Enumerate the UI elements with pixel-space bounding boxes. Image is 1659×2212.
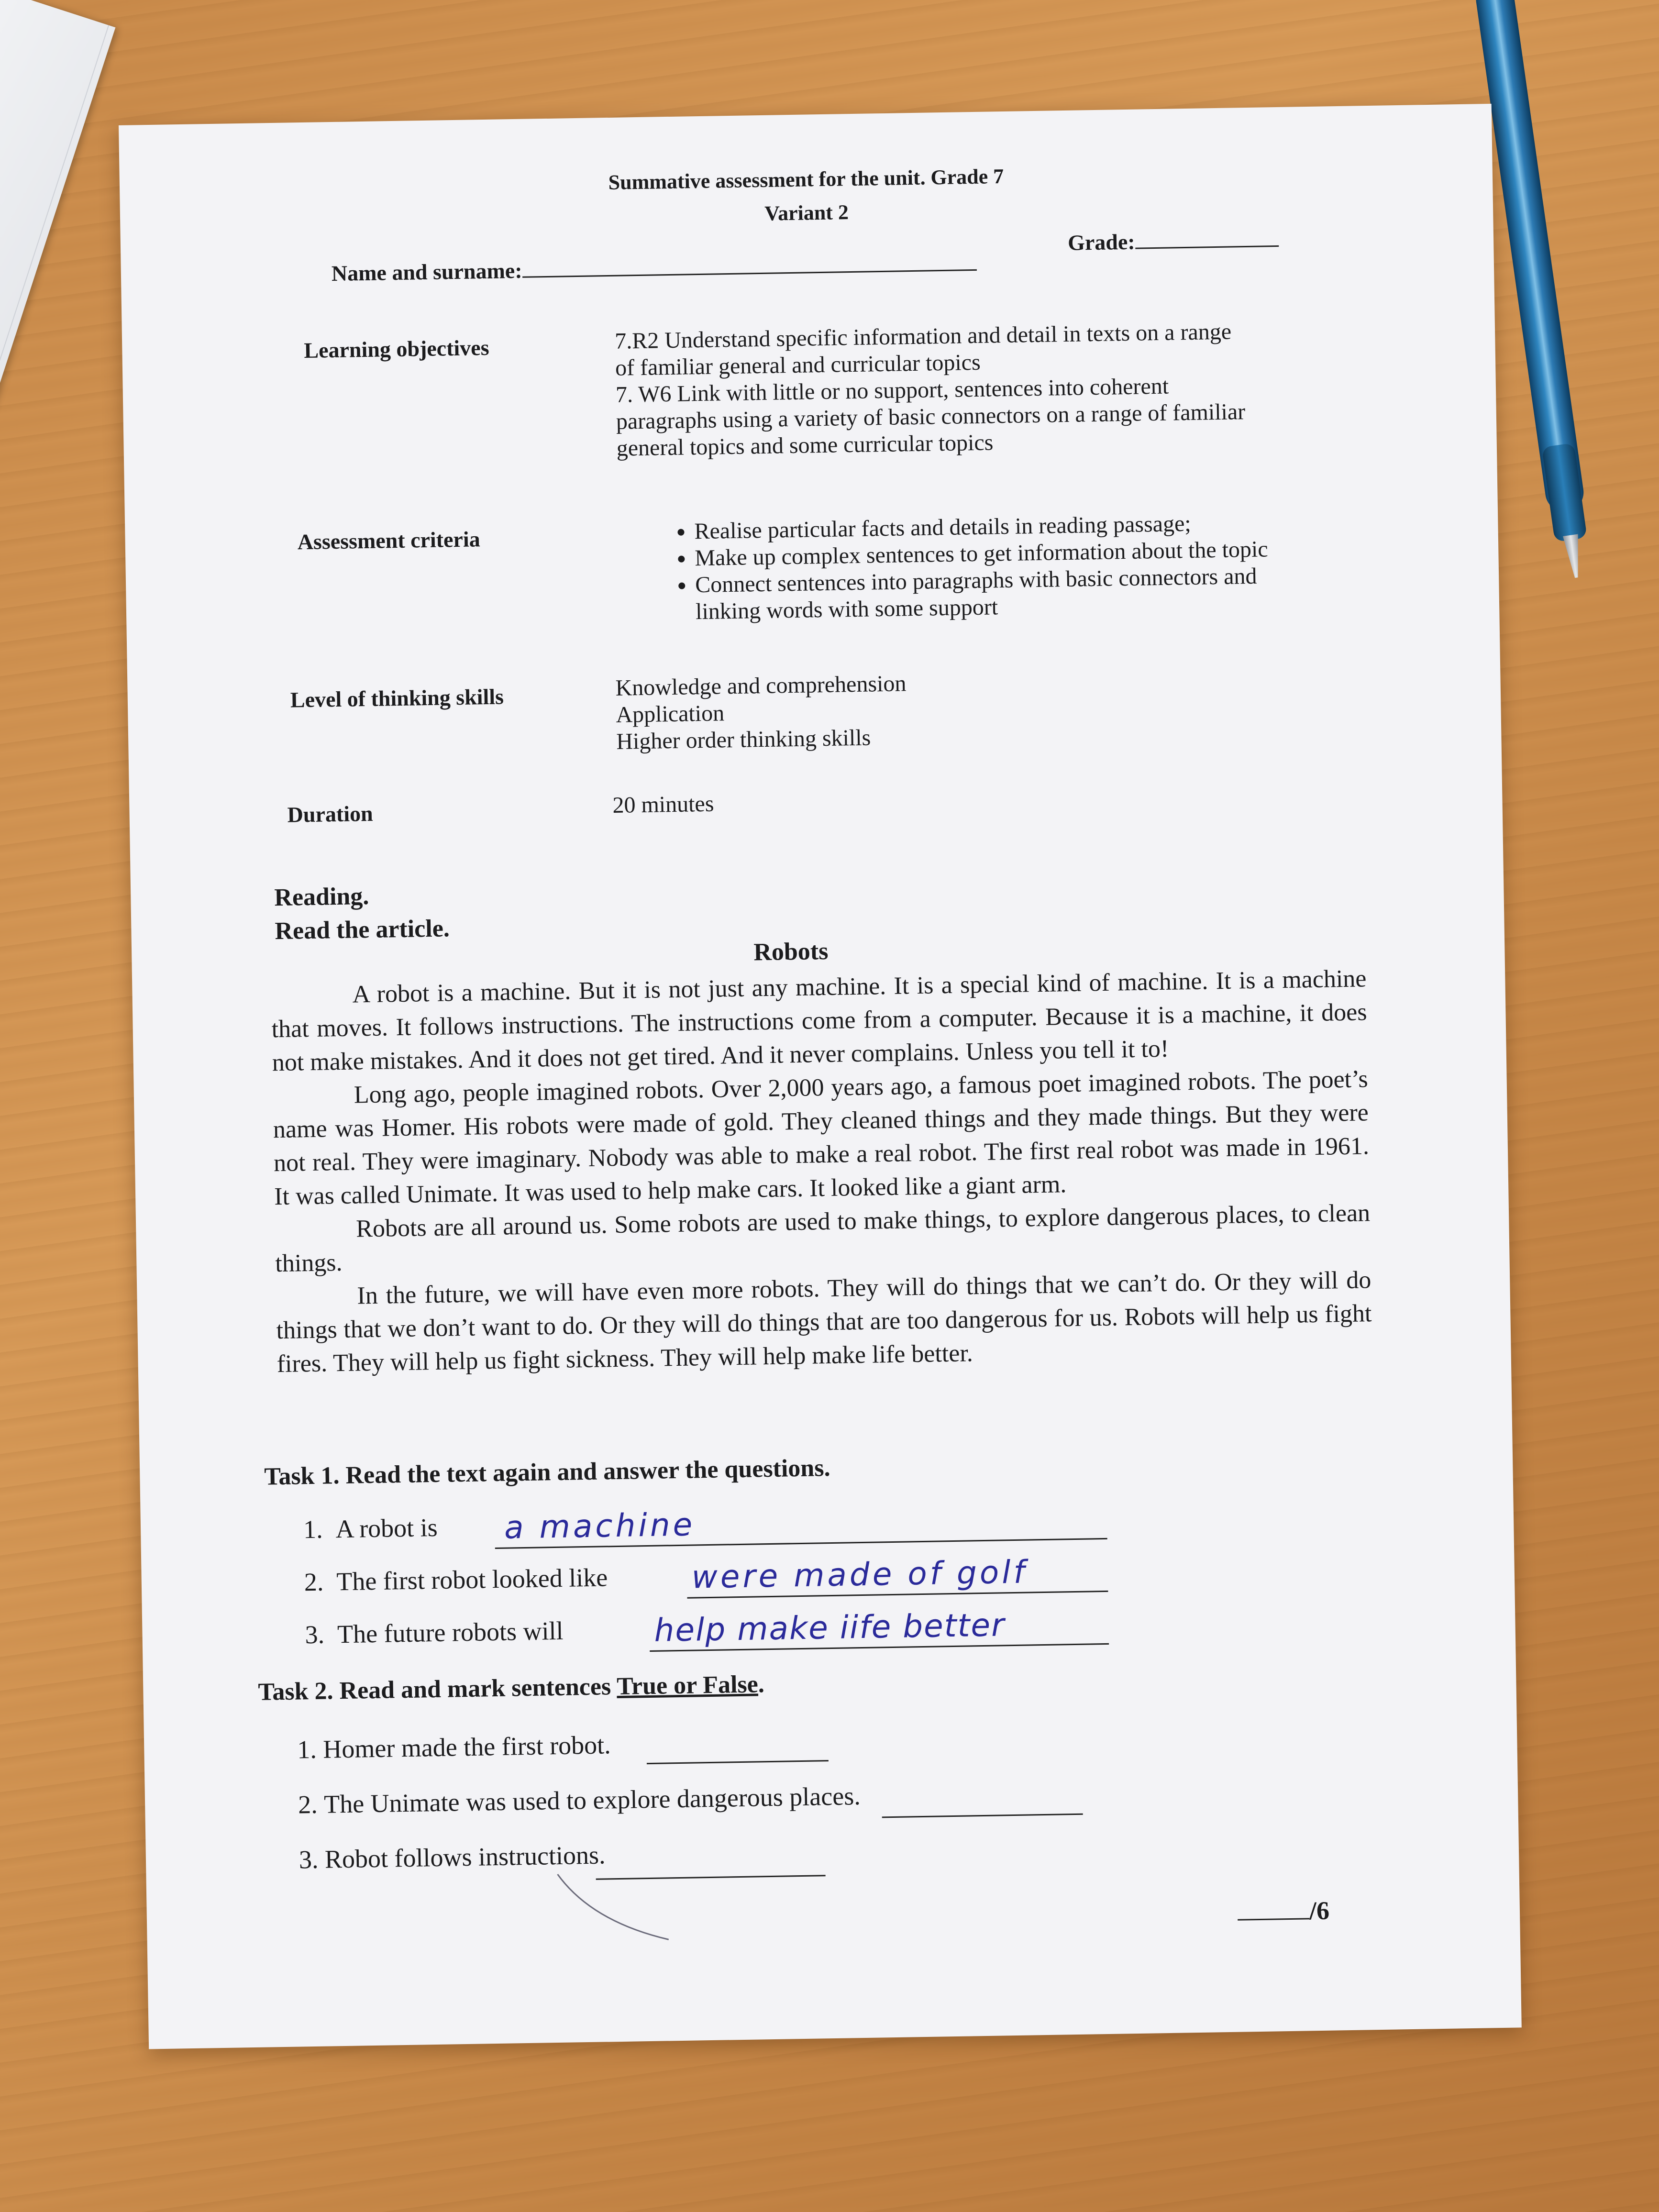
grade-label-text: Grade:	[1067, 229, 1135, 255]
article-paragraph: In the future, we will have even more robots. They will do things that we can’t do. Or they will do things that we don’t want to do. Or they will do things that are too dangerous for us. Robots will help us fight fires. They will help us fight sickness. They will help make life better.	[276, 1266, 1372, 1378]
paper-stack	[0, 0, 115, 546]
criterion-item: • Realise particular facts and details in reading passage;	[694, 509, 1321, 545]
assessment-criteria-label: Assessment criteria	[297, 527, 481, 554]
duration-value: 20 minutes	[612, 791, 714, 818]
statement-text: The Unimate was used to explore dangerous places.	[323, 1781, 861, 1819]
handwritten-answer-2: were made of golf	[691, 1553, 1028, 1596]
handwritten-answer-3: help make iife better	[653, 1606, 1006, 1649]
article-paragraph: Robots are all around us. Some robots are used to make things, to explore dangerous places, to clean things.	[275, 1199, 1371, 1278]
question-number: 2.	[304, 1567, 324, 1597]
grade-label	[1068, 227, 1279, 255]
duration-label: Duration	[287, 801, 373, 827]
pen-stroke-mark	[553, 1867, 697, 1946]
assessment-criteria	[651, 509, 1322, 626]
task1-question-1	[303, 1513, 438, 1544]
statement-text: Homer made the first robot.	[322, 1730, 611, 1764]
task1-question-2	[304, 1562, 608, 1597]
task2-statement-1	[297, 1730, 611, 1764]
article-body	[271, 962, 1372, 1381]
question-text: A robot is	[335, 1513, 438, 1544]
statement-number: 3.	[299, 1845, 319, 1874]
question-text: The future robots will	[337, 1616, 564, 1649]
score-box	[1237, 1896, 1329, 1927]
name-label	[332, 251, 977, 286]
task1-title: Task 1. Read the text again and answer the questions.	[264, 1454, 830, 1491]
thinking-skills	[615, 670, 907, 755]
question-number: 1.	[303, 1515, 323, 1544]
thinking-skills-label: Level of thinking skills	[290, 684, 504, 712]
score-line[interactable]	[1238, 1918, 1309, 1920]
objective-line: general topics and some curricular topics	[616, 430, 994, 461]
objective-line: 7.R2 Understand specific information and detail in texts on a range	[614, 319, 1232, 354]
thinking-skill: Higher order thinking skills	[616, 725, 871, 754]
criterion-item: • Make up complex sentences to get information about the topic	[695, 535, 1322, 572]
article-paragraph: A robot is a machine. But it is not just any machine. It is a special kind of machine. It is a machine that moves. It follows instructions. The instructions come from a computer. Because it is a machine, it does not make mistakes. And it does not get tired. And it never complains. Unless you tell it to!	[271, 965, 1367, 1077]
task2-title-prefix: Task 2. Read and mark sentences	[258, 1673, 617, 1706]
worksheet-title: Summative assessment for the unit. Grade 7	[608, 164, 1004, 194]
grade-line[interactable]	[1135, 245, 1279, 249]
criterion-item: • Connect sentences into paragraphs with basic connectors and linking words with some support	[695, 562, 1323, 626]
task1-question-3	[305, 1616, 564, 1649]
objective-line: 7. W6 Link with little or no support, sentences into coherent	[615, 373, 1169, 408]
task2-title	[258, 1670, 764, 1706]
task2-title-underlined: True or False	[616, 1670, 759, 1701]
article-title: Robots	[753, 937, 829, 966]
reading-heading: Reading.	[274, 882, 369, 912]
tf-answer-line-1[interactable]	[647, 1760, 829, 1764]
learning-objectives-label: Learning objectives	[304, 335, 489, 363]
question-text: The first robot looked like	[336, 1563, 608, 1596]
pen-grip	[1542, 443, 1587, 542]
statement-number: 2.	[298, 1790, 318, 1819]
statement-text: Robot follows instructions.	[324, 1840, 606, 1874]
task2-title-suffix: .	[758, 1670, 765, 1698]
name-line[interactable]	[522, 269, 977, 278]
statement-number: 1.	[297, 1735, 317, 1764]
worksheet-page	[119, 104, 1522, 2049]
question-number: 3.	[305, 1620, 325, 1649]
objective-line: of familiar general and curricular topics	[615, 349, 981, 381]
variant-label: Variant 2	[764, 200, 849, 225]
reading-instruction: Read the article.	[275, 915, 450, 945]
objective-line: paragraphs using a variety of basic connectors on a range of familiar	[616, 399, 1246, 434]
name-label-text: Name and surname:	[331, 258, 522, 286]
tf-answer-line-2[interactable]	[882, 1814, 1083, 1818]
score-total: /6	[1309, 1896, 1330, 1925]
article-paragraph: Long ago, people imagined robots. Over 2,000 years ago, a famous poet imagined robots. The poet’s name was Homer. His robots were made of gold. They cleaned things and they made things. But they were not real. They were imaginary. Nobody was able to make a real robot. The first real robot was made in 1961. It was called Unimate. It was used to help make cars. It looked like a giant arm.	[273, 1065, 1370, 1211]
thinking-skill: Knowledge and comprehension	[615, 671, 907, 701]
handwritten-answer-1: a machine	[504, 1506, 696, 1546]
task2-statement-2	[298, 1781, 861, 1819]
pen-tip	[1563, 534, 1584, 579]
learning-objectives	[615, 316, 1363, 462]
thinking-skill: Application	[616, 700, 725, 728]
